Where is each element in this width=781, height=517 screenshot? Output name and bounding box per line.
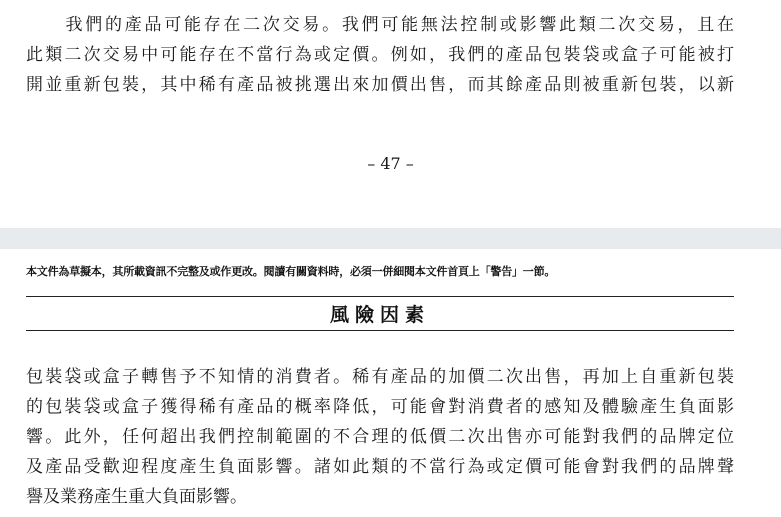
section-title: 風險因素 <box>329 304 430 326</box>
paragraph-line: 譽及業務產生重大負面影響。 <box>26 487 247 507</box>
draft-notice: 本文件為草擬本，其所載資訊不完整及或作更改。閱讀有關資料時，必須一併細閱本文件首頁上「警告」一節。 <box>26 265 556 278</box>
paragraph-line: 的包裝袋或盒子獲得稀有產品的概率降低，可能會對消費者的感知及體驗產生負面影 <box>26 397 734 417</box>
paragraph-line: 包裝袋或盒子轉售予不知情的消費者。稀有產品的加價二次出售，再加上自重新包裝 <box>26 367 734 387</box>
paragraph-line: 此類二次交易中可能存在不當行為或定價。例如，我們的產品包裝袋或盒子可能被打 <box>26 45 734 65</box>
page-number: – 47 – <box>367 154 414 173</box>
header-top-rule <box>26 296 734 297</box>
previous-page-section <box>0 0 781 228</box>
paragraph-line: 響。此外，任何超出我們控制範圍的不合理的低價二次出售亦可能對我們的品牌定位 <box>26 427 734 447</box>
header-bottom-rule <box>26 330 734 331</box>
paragraph-line: 及產品受歡迎程度產生負面影響。諸如此類的不當行為或定價可能會對我們的品牌聲 <box>26 457 734 477</box>
paragraph-line: 我們的產品可能存在二次交易。我們可能無法控制或影響此類二次交易，且在 <box>26 15 734 35</box>
paragraph-line: 開並重新包裝，其中稀有產品被挑選出來加價出售，而其餘產品則被重新包裝，以新 <box>26 75 734 95</box>
next-page-section <box>0 249 781 517</box>
